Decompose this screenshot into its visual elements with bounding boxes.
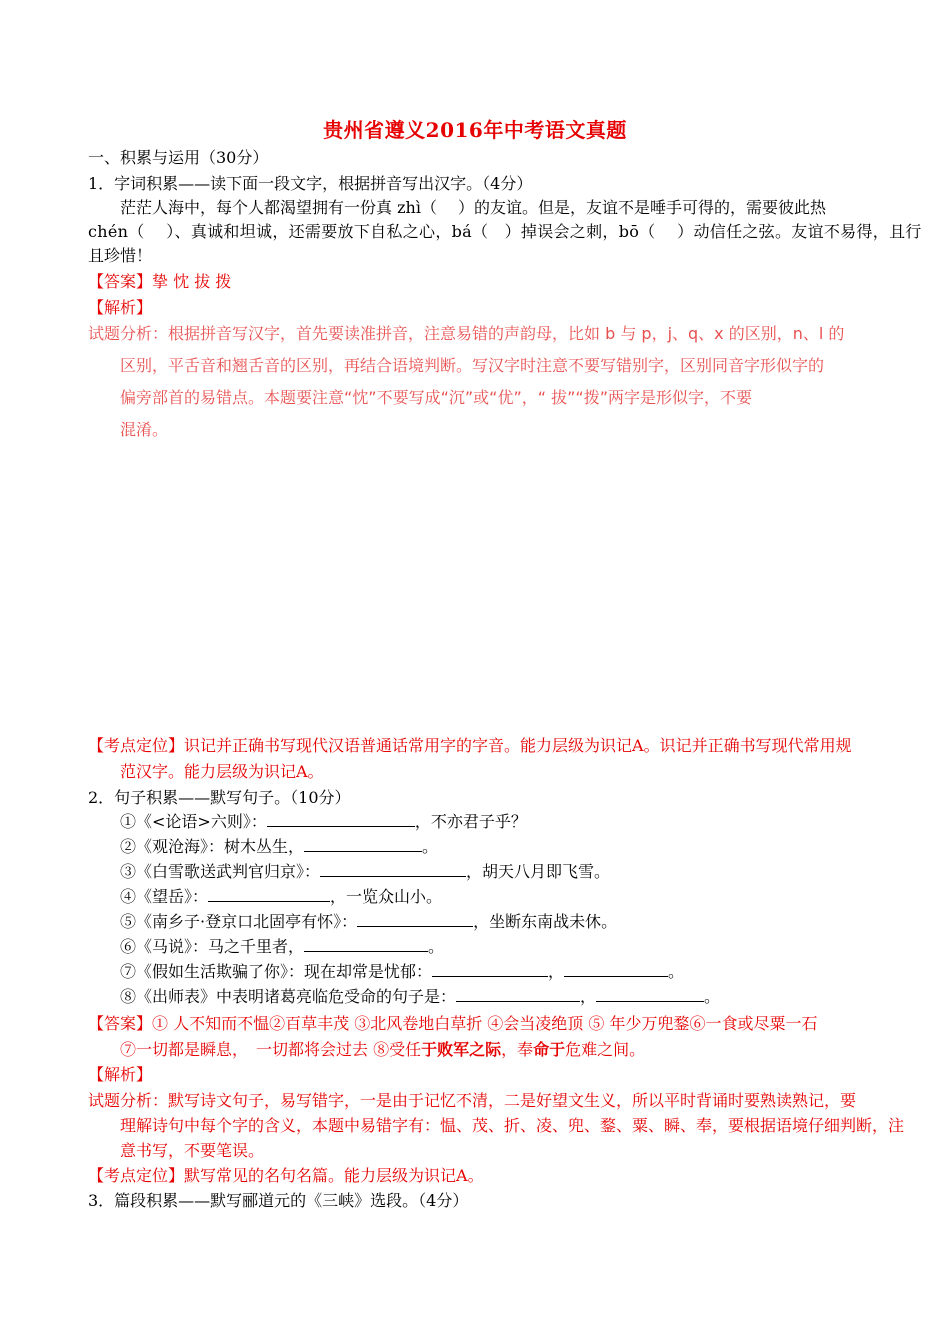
answer-blank[interactable] bbox=[320, 860, 466, 877]
answer-blank[interactable] bbox=[304, 835, 422, 852]
answer-blank[interactable] bbox=[432, 960, 548, 977]
analysis-line: 偏旁部首的易错点。本题要注意“忱”不要写成“沉”或“优”，“ 拔”“拨”两字是形似字，不要 bbox=[120, 388, 752, 407]
question-2-answer-cont: ⑦一切都是瞬息， 一切都将会过去 ⑧受任于败军之际，奉命于危难之间。 bbox=[120, 1040, 646, 1059]
answer-blank[interactable] bbox=[357, 910, 473, 927]
fill-item-5: ⑤《南乡子·登京口北固亭有怀》： ，坐断东南战未休。 bbox=[120, 912, 618, 931]
answer-label: 【答案】 bbox=[88, 272, 153, 291]
kaodian-label: 【考点定位】 bbox=[88, 1166, 185, 1185]
analysis-line: 试题分析：根据拼音写汉字，首先要读准拼音，注意易错的声韵母，比如 b 与 p，j、q、x 的区别，n、l 的 bbox=[88, 324, 845, 343]
fill-item-2: ②《观沧海》：树木丛生， 。 bbox=[120, 837, 439, 856]
answer-blank[interactable] bbox=[208, 885, 330, 902]
question-1-kaodian bbox=[88, 734, 852, 758]
fill-item-4: ④《望岳》： ，一览众山小。 bbox=[120, 887, 443, 906]
question-2-analysis-line-3: 意书写，不要笔误。 bbox=[120, 1141, 265, 1160]
fill-item-1: ①《<论语>六则》： ，不亦君子乎？ bbox=[120, 812, 527, 831]
analysis-line: 混淆。 bbox=[120, 420, 169, 439]
fill-item-6: ⑥《马说》：马之千里者， 。 bbox=[120, 937, 445, 956]
answer-label: 【答案】 bbox=[88, 1014, 153, 1033]
question-1-analysis-label: 【解析】 bbox=[88, 298, 153, 317]
question-2-heading: 2．句子积累——默写句子。（10分） bbox=[88, 788, 351, 807]
kaodian-text: 默写常见的名句名篇。能力层级为识记A。 bbox=[184, 1166, 484, 1185]
fill-item-7: ⑦《假如生活欺骗了你》：现在却常是忧郁： ， 。 bbox=[120, 962, 685, 981]
question-3-heading: 3．篇段积累——默写郦道元的《三峡》选段。（4分） bbox=[88, 1191, 469, 1210]
analysis-line: 区别，平舌音和翘舌音的区别，再结合语境判断。写汉字时注意不要写错别字，区别同音字形似字的 bbox=[120, 356, 825, 375]
answer-text: 挚 忱 拔 拨 bbox=[152, 272, 232, 291]
kaodian-label: 【考点定位】 bbox=[88, 736, 185, 755]
page-title: 贵州省遵义2016年中考语文真题 bbox=[323, 118, 627, 142]
question-1-text-line-1: 茫茫人海中，每个人都渴望拥有一份真 zhì（ ）的友谊。但是，友谊不是唾手可得的，需要彼此热 bbox=[120, 198, 827, 217]
answer-blank[interactable] bbox=[267, 810, 415, 827]
question-1-text-line-3: 且珍惜！ bbox=[88, 246, 153, 265]
answer-blank[interactable] bbox=[564, 960, 668, 977]
question-2-analysis-label: 【解析】 bbox=[88, 1065, 153, 1084]
fill-item-3: ③《白雪歌送武判官归京》： ，胡天八月即飞雪。 bbox=[120, 862, 611, 881]
question-1-text-line-2: chén（ ）、真诚和坦诚，还需要放下自私之心，bá（ ）掉误会之刺，bō（ ）动信任之弦。友谊不易得，且行 bbox=[88, 222, 922, 241]
section-heading: 一、积累与运用（30分） bbox=[88, 148, 269, 167]
answer-blank[interactable] bbox=[456, 985, 580, 1002]
kaodian-text: 识记并正确书写现代汉语普通话常用字的字音。能力层级为识记A。识记并正确书写现代常用规 bbox=[184, 736, 852, 755]
question-2-analysis-line-2: 理解诗句中每个字的含义，本题中易错字有：愠、茂、折、凌、兜、鍪、粟、瞬、奉，要根据语境仔细判断，注 bbox=[120, 1116, 905, 1135]
question-2-answer bbox=[88, 1012, 817, 1036]
answer-blank[interactable] bbox=[304, 935, 428, 952]
question-1-analysis bbox=[88, 318, 858, 446]
answer-text: ① 人不知而不愠②百草丰茂 ③北风卷地白草折 ④会当凌绝顶 ⑤ 年少万兜鍪⑥一食或尽粟一石 bbox=[152, 1014, 818, 1033]
answer-blank[interactable] bbox=[596, 985, 704, 1002]
question-1-heading: 1．字词积累——读下面一段文字，根据拼音写出汉字。（4分） bbox=[88, 174, 533, 193]
question-1-kaodian-cont: 范汉字。能力层级为识记A。 bbox=[120, 762, 324, 781]
question-1-answer bbox=[88, 270, 231, 294]
fill-item-8: ⑧《出师表》中表明诸葛亮临危受命的句子是： ， 。 bbox=[120, 987, 721, 1006]
question-2-kaodian bbox=[88, 1164, 484, 1188]
question-2-analysis-line-1: 试题分析：默写诗文句子，易写错字，一是由于记忆不清，二是好望文生义，所以平时背诵时要熟读熟记，要 bbox=[88, 1091, 857, 1110]
